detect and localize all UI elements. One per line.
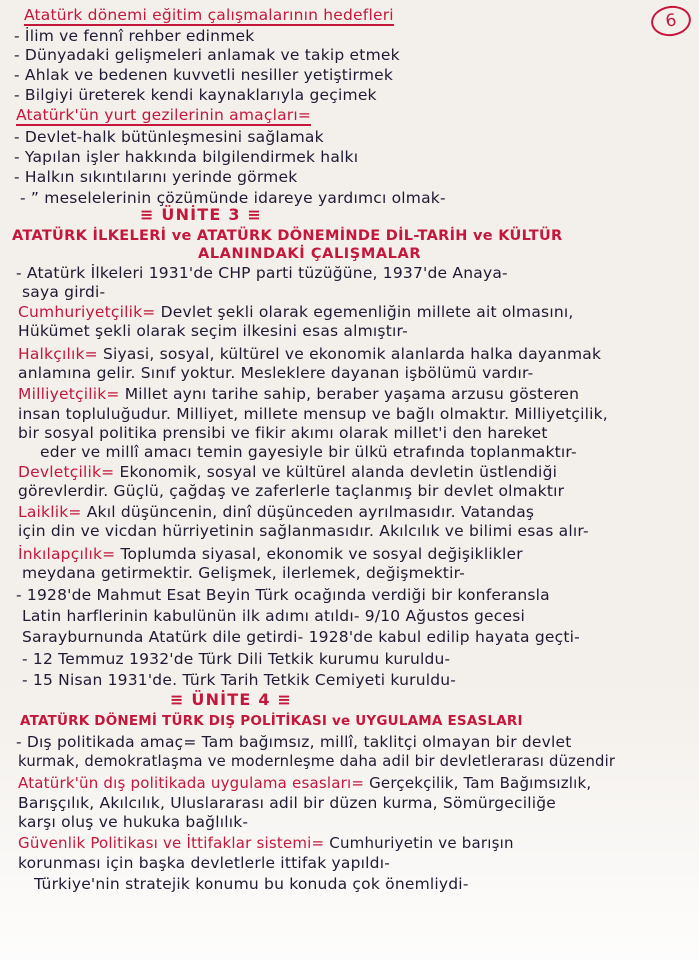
unit4-heading: ≡ ÜNİTE 4 ≡ [170,690,293,709]
esaslar-line3: karşı oluş ve hukuka bağlılık- [18,813,249,831]
laiklik-line1: Laiklik= Akıl düşüncenin, dinî düşünceden ayrılmasıdır. Vatandaş [18,503,535,521]
unit3-title-line2: ALANINDAKİ ÇALIŞMALAR [198,246,422,262]
dil-tarih-line: Sarayburnunda Atatürk dile getirdi- 1928'de kabul edilip hayata geçti- [22,628,580,646]
esaslar-term: Atatürk'ün dış politikada uygulama esasları= [18,774,365,792]
dil-tarih-line: - 1928'de Mahmut Esat Beyin Türk ocağında verdiği bir konferansla [16,586,550,604]
unit3-intro-line1: - Atatürk İlkeleri 1931'de CHP parti tüzüğüne, 1937'de Anaya- [16,264,508,282]
halkcilik-term: Halkçılık= [18,345,98,363]
unit4-amac-line1: - Dış politikada amaç= Tam bağımsız, millî, taklitçi olmayan bir devlet [16,733,572,751]
dil-tarih-line: - 12 Temmuz 1932'de Türk Dili Tetkik kurumu kuruldu- [22,650,451,668]
milliyetcilik-line2: insan topluluğudur. Milliyet, millete mensup ve bağlı olmaktır. Milliyetçilik, [18,405,608,423]
guvenlik-line2: korunması için başka devletlerle ittifak yapıldı- [18,854,390,872]
sec2-item: - ” meselelerinin çözümünde idareye yardımcı olmak- [20,189,446,207]
esaslar-line1: Atatürk'ün dış politikada uygulama esasları= Gerçekçilik, Tam Bağımsızlık, [18,774,592,792]
sec1-item: - İlim ve fennî rehber edinmek [14,27,255,45]
unit3-heading: ≡ ÜNİTE 3 ≡ [140,205,263,224]
cumhuriyetcilik-line1: Cumhuriyetçilik= Devlet şekli olarak egemenliğin millete ait olmasını, [18,303,574,321]
cumhuriyetcilik-line2: Hükümet şekli olarak seçim ilkesini esas almıştır- [18,322,408,340]
unit3-title-line1: ATATÜRK İLKELERİ ve ATATÜRK DÖNEMİNDE DİL-TARİH ve KÜLTÜR [12,228,563,244]
milliyetcilik-term: Milliyetçilik= [18,385,120,403]
cumhuriyetcilik-term: Cumhuriyetçilik= [18,303,156,321]
sec2-item: - Yapılan işler hakkında bilgilendirmek halkı [14,148,359,166]
esaslar-line2: Barışçılık, Akılcılık, Uluslararası adil bir düzen kurma, Sömürgeciliğe [18,794,557,812]
milliyetcilik-line4: eder ve millî amacı temin gayesiyle bir ülkü etrafında toplanmaktır- [40,443,577,461]
milliyetcilik-line1: Milliyetçilik= Millet aynı tarihe sahip, beraber yaşama arzusu gösteren [18,385,580,403]
guvenlik-line1: Güvenlik Politikası ve İttifaklar sistemi= Cumhuriyetin ve barışın [18,834,514,852]
laiklik-term: Laiklik= [18,503,82,521]
sec1-item: - Dünyadaki gelişmeleri anlamak ve takip etmek [14,46,400,64]
sec1-item: - Bilgiyi üreterek kendi kaynaklarıyla geçimek [14,86,377,104]
dil-tarih-line: - 15 Nisan 1931'de. Türk Tarih Tetkik Cemiyeti kuruldu- [22,671,457,689]
inkilapcilik-line2: meydana getirmektir. Gelişmek, ilerlemek, değişmektir- [22,564,465,582]
sec1-item: - Ahlak ve bedenen kuvvetli nesiller yetiştirmek [14,66,394,84]
guvenlik-term: Güvenlik Politikası ve İttifaklar sistemi= [18,834,325,852]
sec2-item: - Devlet-halk bütünleşmesini sağlamak [14,128,324,146]
sec1-title: Atatürk dönemi eğitim çalışmalarının hedefleri [24,6,394,24]
page-number: 6 [649,3,693,38]
halkcilik-line1: Halkçılık= Siyasi, sosyal, kültürel ve ekonomik alanlarda halka dayanmak [18,345,602,363]
halkcilik-line2: anlamına gelir. Sınıf yoktur. Mesleklere dayanan işbölümü vardır- [18,364,534,382]
sec2-item: - Halkın sıkıntılarını yerinde görmek [14,168,298,186]
sec2-title: Atatürk'ün yurt gezilerinin amaçları= [16,106,312,124]
devletcilik-line1: Devletçilik= Ekonomik, sosyal ve kültürel alanda devletin üstlendiği [18,463,558,481]
laiklik-line2: için din ve vicdan hürriyetinin sağlanmasıdır. Akılcılık ve bilimi esas alır- [18,522,589,540]
unit3-intro-line2: saya girdi- [22,283,106,301]
unit4-amac-line2: kurmak, demokratlaşma ve modernleşme daha adil bir devletlerarası düzendir [18,753,616,770]
dil-tarih-line: Latin harflerinin kabulünün ilk adımı atıldı- 9/10 Ağustos gecesi [22,607,526,625]
unit4-title: ATATÜRK DÖNEMİ TÜRK DIŞ POLİTİKASI ve UYGULAMA ESASLARI [20,713,523,729]
inkilapcilik-line1: İnkılapçılık= Toplumda siyasal, ekonomik ve sosyal değişiklikler [18,545,523,563]
devletcilik-line2: görevlerdir. Güçlü, çağdaş ve zaferlerle taçlanmış bir devlet olmaktır [18,482,565,500]
devletcilik-term: Devletçilik= [18,463,115,481]
guvenlik-line3: Türkiye'nin stratejik konumu bu konuda çok önemliydi- [34,875,469,893]
milliyetcilik-line3: bir sosyal politika prensibi ve fikir akımı olarak millet'i den hareket [18,424,548,442]
inkilapcilik-term: İnkılapçılık= [18,545,116,563]
